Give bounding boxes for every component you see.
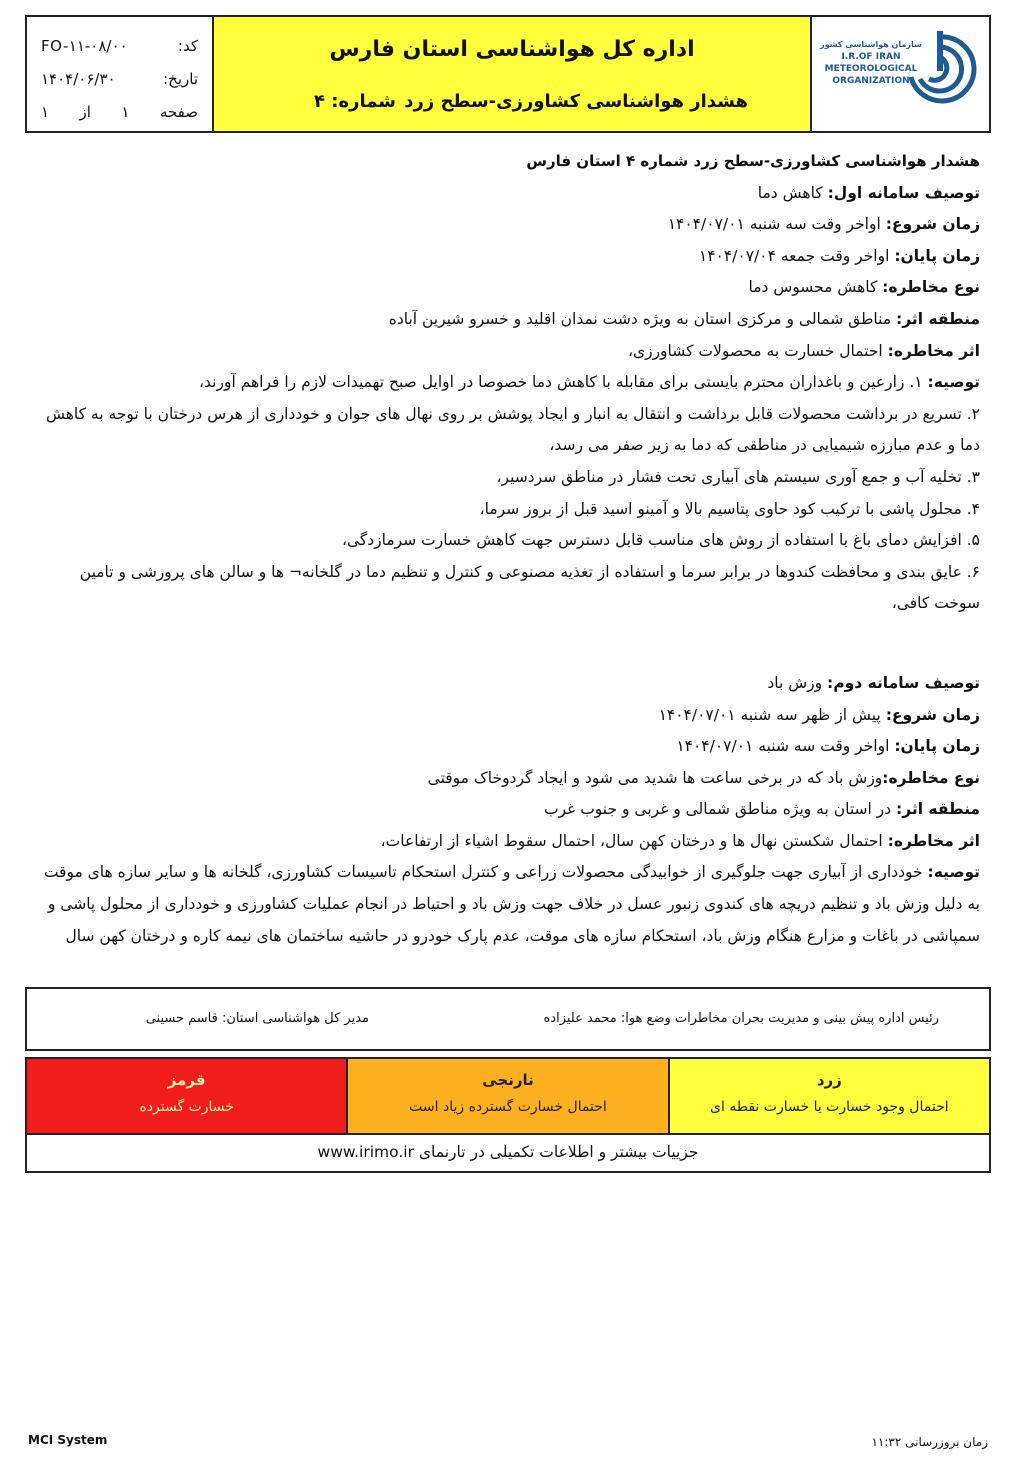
s1-start-value: اواخر وقت سه شنبه ۱۴۰۴/۰۷/۰۱ xyxy=(667,215,886,234)
document-header xyxy=(25,15,991,133)
director-signature: مدیر کل هواشناسی استان: قاسم حسینی xyxy=(145,1011,369,1026)
page-label: صفحه xyxy=(159,102,198,121)
s1-hazard-label: نوع مخاطره: xyxy=(882,278,980,297)
s1-start-label: زمان شروع: xyxy=(885,215,980,234)
s1-hazard-value: کاهش محسوس دما xyxy=(748,278,883,297)
s2-area-value: در استان به ویژه مناطق شمالی و غربی و جنوب غرب xyxy=(544,800,897,819)
header-meta xyxy=(27,17,214,131)
s1-advice-item: ۱. زارعین و باغداران محترم بایستی برای مقابله با کاهش دما خصوصا در اوایل صبح تهمیدات لازم را فراهم آورند، xyxy=(199,373,928,392)
s1-advice-4: ۴. محلول پاشی با ترکیب کود حاوی پتاسیم بالا و آمینو اسید قبل از بروز سرما، xyxy=(479,499,980,518)
code-row xyxy=(41,29,198,62)
s1-advice-label: توصیه: xyxy=(927,373,980,392)
s1-advice-2: ۲. تسریع در برداشت محصولات قابل برداشت و انتقال به انبار و ایجاد پوشش بر روی نهال های جوان و خودداری از هرس درختان با توجه به کاهش دما و عدم مبارزه شیمیایی در مناطقی که دما به زیر صفر می رسد، xyxy=(45,404,980,455)
s1-desc-label: توصیف سامانه اول: xyxy=(827,183,980,202)
more-info-link[interactable]: جزییات بیشتر و اطلاعات تکمیلی در تارنمای www.irimo.ir xyxy=(317,1143,699,1161)
s2-desc-label: توصیف سامانه دوم: xyxy=(827,673,980,692)
date-row xyxy=(41,62,198,95)
level-orange-name: نارنجی xyxy=(482,1071,534,1089)
level-red-name: قرمز xyxy=(167,1071,206,1089)
s2-hazard-label: نوع مخاطره: xyxy=(882,768,980,787)
s2-end-value: اواخر وقت سه شنبه ۱۴۰۴/۰۷/۰۱ xyxy=(676,737,895,756)
s2-desc xyxy=(40,668,980,700)
level-yellow xyxy=(670,1059,989,1133)
s2-advice xyxy=(40,857,980,952)
header-title-block xyxy=(214,17,812,131)
levels-row xyxy=(27,1059,989,1135)
logo-text-en3: ORGANIZATION xyxy=(832,76,910,86)
level-yellow-name: زرد xyxy=(816,1071,842,1089)
s2-end xyxy=(40,731,980,763)
s1-desc xyxy=(40,178,980,210)
s2-area xyxy=(40,794,980,826)
logo-text-fa: سازمان هواشناسی کشور xyxy=(820,40,922,49)
s2-impact-value: احتمال شکستن نهال ها و درختان کهن سال، احتمال سقوط اشیاء از ارتفاعات، xyxy=(380,831,888,850)
s1-advice-1 xyxy=(40,367,980,399)
page-row xyxy=(41,95,198,128)
level-orange-desc: احتمال خسارت گسترده زیاد است xyxy=(409,1099,607,1115)
page-of: از xyxy=(79,102,91,121)
s2-impact-label: اثر مخاطره: xyxy=(887,831,980,850)
page-total: ۱ xyxy=(41,102,50,121)
doc-title: هشدار هواشناسی کشاورزی-سطح زرد شماره ۴ استان فارس xyxy=(526,152,980,170)
level-yellow-desc: احتمال وجود خسارت یا خسارت نقطه ای xyxy=(710,1099,949,1115)
logo-emblem-icon xyxy=(901,27,979,117)
level-red xyxy=(27,1059,348,1133)
s1-impact-value: احتمال خسارت به محصولات کشاورزی، xyxy=(627,341,888,360)
s1-advice-5: ۵. افزایش دمای باغ با استفاده از روش های مناسب قابل دسترس جهت کاهش خسارت سرمازدگی، xyxy=(341,531,980,550)
warning-number: شماره: ۴ xyxy=(314,91,396,112)
s2-impact xyxy=(40,826,980,858)
s2-hazard-value: وزش باد که در برخی ساعت ها شدید می شود و ایجاد گردوخاک موقتی xyxy=(427,768,883,787)
warning-body xyxy=(40,146,980,952)
s1-advice-3: ۳. تخلیه آب و جمع آوری سیستم های آبیاری تحت فشار در مناطق سردسیر، xyxy=(496,467,980,486)
s1-area xyxy=(40,304,980,336)
s1-impact-label: اثر مخاطره: xyxy=(887,341,980,360)
s1-area-label: منطقه اثر: xyxy=(896,309,980,328)
footer-update-time: زمان بروزرسانی ۱۱:۳۲ xyxy=(871,1435,988,1449)
warning-levels-legend xyxy=(25,1057,991,1173)
level-red-desc: خسارت گسترده xyxy=(139,1099,234,1115)
s2-area-label: منطقه اثر: xyxy=(896,800,980,819)
s2-advice-label: توصیه: xyxy=(927,863,980,882)
s1-area-value: مناطق شمالی و مرکزی استان به ویژه دشت نمدان اقلید و خسرو شیرین آباده xyxy=(388,309,897,328)
s1-advice-6: ۶. عایق بندی و محافظت کندوها در برابر سرما و استفاده از تغذیه مصنوعی و کنترل و تنظیم دما در گلخانه¬ ها و سالن های پرورشی و تامین سوخت کافی، xyxy=(79,562,980,613)
code-label: کد: xyxy=(177,36,198,55)
s2-start-value: پیش از ظهر سه شنبه ۱۴۰۴/۰۷/۰۱ xyxy=(658,705,886,724)
s2-start xyxy=(40,700,980,732)
s1-end-value: اواخر وقت جمعه ۱۴۰۴/۰۷/۰۴ xyxy=(698,246,895,265)
s2-hazard xyxy=(40,763,980,795)
logo-text-en1: I.R.OF IRAN xyxy=(841,52,901,62)
s1-desc-value: کاهش دما xyxy=(757,183,828,202)
irimo-logo xyxy=(812,17,989,131)
s1-hazard xyxy=(40,272,980,304)
signature-box xyxy=(25,987,991,1051)
date-label: تاریخ: xyxy=(163,69,198,88)
level-orange xyxy=(348,1059,669,1133)
s1-end xyxy=(40,241,980,273)
s1-impact xyxy=(40,336,980,368)
org-title: اداره کل هواشناسی استان فارس xyxy=(329,37,695,62)
s2-end-label: زمان پایان: xyxy=(894,737,980,756)
date-value: ۱۴۰۴/۰۶/۳۰ xyxy=(41,69,116,88)
s1-start xyxy=(40,209,980,241)
s2-start-label: زمان شروع: xyxy=(885,705,980,724)
s2-advice-value: خودداری از آبیاری جهت جلوگیری از خوابیدگی محصولات زراعی و کنترل استحکام تاسیسات کشاورزی، گلخانه ها و سایر سازه های موقت به دلیل وزش باد و تنظیم دریچه های کندوی زنبور عسل در خلاف جهت وزش باد و احتیاط در انجام عملیات کشاورزی و خودداری از محلول پاشی و سمپاشی در باغات و مزارع هنگام وزش باد، استحکام سازه های موقت، عدم پارک خودرو در حاشیه ساختمان های نیمه کاره و درختان کهن سال xyxy=(43,863,980,945)
code-value: FO-۱۱-۰۸/۰۰ xyxy=(41,36,128,55)
warning-title: هشدار هواشناسی کشاورزی-سطح زرد xyxy=(404,91,748,112)
s2-desc-value: وزش باد xyxy=(767,673,828,692)
s1-end-label: زمان پایان: xyxy=(894,246,980,265)
section-gap xyxy=(40,620,980,668)
logo-text-en2: METEOROLOGICAL xyxy=(824,64,918,74)
page-num: ۱ xyxy=(121,102,130,121)
forecast-head-signature: رئیس اداره پیش بینی و مدیریت بحران مخاطرات وضع هوا: محمد علیزاده xyxy=(543,1011,939,1026)
footer-system: MCI System xyxy=(28,1433,108,1447)
